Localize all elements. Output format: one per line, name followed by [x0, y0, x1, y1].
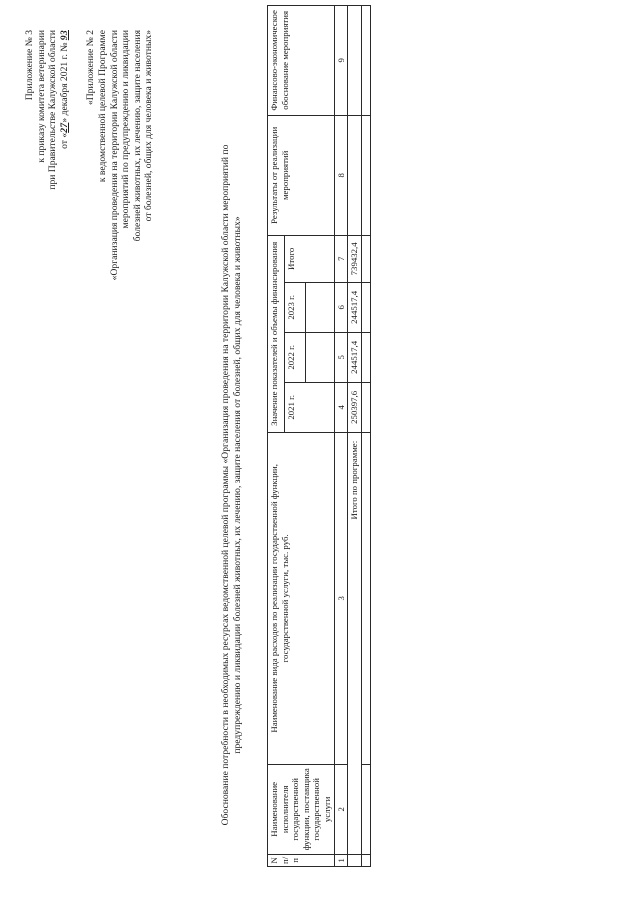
header-line: к ведомственной целевой Программе — [96, 30, 108, 183]
header-year-2023: 2023 г. — [285, 282, 306, 332]
header-num: N п/п — [268, 854, 335, 866]
appendix-header — [24, 30, 155, 370]
title-line: Обоснование потребности в необходимых ресурсах ведомственной целевой программы «Организация проведения на территории Калужской области мероприятий по — [220, 144, 231, 826]
empty-cell — [348, 5, 362, 115]
empty-cell — [361, 332, 370, 382]
header-line: «Приложение № 2 — [85, 30, 97, 106]
order-date-line — [59, 30, 71, 370]
header-year-2021: 2021 г. — [285, 382, 335, 432]
empty-cell — [361, 115, 370, 235]
header-line: мероприятий по предупреждению и ликвидации — [120, 30, 132, 229]
header-spacer — [305, 282, 334, 332]
date-mid: » декабря 2021 г. № — [58, 40, 70, 123]
header-justification: Финансово-экономическое обоснование мероприятия — [268, 5, 335, 115]
total-row — [348, 5, 362, 866]
header-line: от болезней, общих для человека и животных» — [143, 30, 155, 222]
empty-cell — [361, 764, 370, 854]
header-results: Результаты от реализации мероприятий — [268, 115, 335, 235]
col-number: 2 — [334, 764, 348, 854]
empty-cell — [361, 5, 370, 115]
empty-cell — [348, 115, 362, 235]
col-number: 6 — [334, 282, 348, 332]
col-number: 9 — [334, 5, 348, 115]
header-total: Итого — [285, 235, 335, 282]
empty-cell — [361, 382, 370, 432]
empty-cell — [361, 282, 370, 332]
date-prefix: от « — [58, 132, 70, 149]
empty-cell — [361, 854, 370, 866]
header-line: «Организация проведения на территории Калужской области — [108, 30, 120, 281]
header-line: болезней животных, их лечению, защите населения — [131, 30, 143, 242]
blank-row — [361, 5, 370, 866]
header-financing: Значение показателей и объемы финансирования — [268, 235, 285, 432]
col-number: 3 — [334, 432, 348, 764]
empty-cell — [361, 235, 370, 282]
header-executor: Наименование исполнителя государственной функции, поставщика государственной услуги — [268, 764, 335, 854]
numbering-row — [334, 5, 348, 866]
header-line: к приказу комитета ветеринарии — [35, 30, 47, 163]
handwritten-number: 93 — [58, 30, 70, 41]
col-number: 4 — [334, 382, 348, 432]
header-year-2022: 2022 г. — [285, 332, 306, 382]
total-label: Итого по программе: — [348, 432, 362, 854]
col-number: 1 — [334, 854, 348, 866]
col-number: 8 — [334, 115, 348, 235]
col-number: 7 — [334, 235, 348, 282]
total-2023: 244517,4 — [348, 282, 362, 332]
resources-table — [267, 5, 371, 867]
empty-cell — [361, 432, 370, 764]
total-2022: 244517,4 — [348, 332, 362, 382]
empty-cell — [348, 854, 362, 866]
total-2021: 250397,6 — [348, 382, 362, 432]
document-title — [220, 105, 244, 865]
header-line: при Правительстве Калужской области — [47, 30, 59, 190]
total-overall: 739432,4 — [348, 235, 362, 282]
col-number: 5 — [334, 332, 348, 382]
title-line: предупреждению и ликвидации болезней животных, их лечению, защите населения от болезней, общих для человека и животных» — [231, 216, 243, 754]
header-spacer — [305, 332, 334, 382]
header-line: Приложение № 3 — [24, 30, 35, 101]
handwritten-day: 27 — [58, 122, 70, 133]
header-expense-type: Наименование вида расходов по реализации государственной функции, государственной услуги, тыс. руб. — [268, 432, 335, 764]
